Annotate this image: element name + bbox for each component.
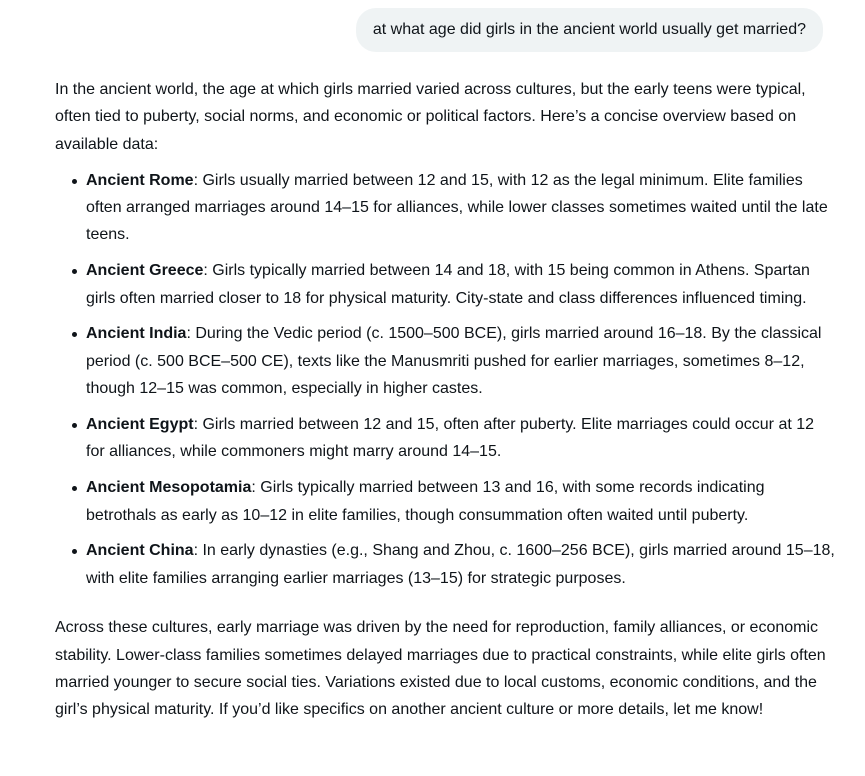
list-item-text: : During the Vedic period (c. 1500–500 BCE), girls married around 16–18. By the classical period (c. 500 BCE–500 CE), texts like the Manusmriti pushed for earlier marriages, sometimes 8–12, though 12–15 was common, especially in higher castes. [86, 325, 822, 398]
list-item-rome [55, 167, 835, 249]
list-item-egypt [55, 411, 835, 466]
list-item-title: Ancient India [86, 325, 187, 343]
user-message-row [356, 8, 823, 52]
list-item-india [55, 320, 835, 402]
list-item-text: : In early dynasties (e.g., Shang and Zhou, c. 1600–256 BCE), girls married around 15–18, with elite families arranging earlier marriages (13–15) for strategic purposes. [86, 542, 835, 587]
response-intro: In the ancient world, the age at which girls married varied across cultures, but the early teens were typical, often tied to puberty, social norms, and economic or political factors. Here’s a concise overview based on available data: [55, 81, 806, 153]
list-item-text: : Girls married between 12 and 15, often after puberty. Elite marriages could occur at 12 for alliances, while commoners might marry around 14–15. [86, 416, 815, 461]
bullet-icon [72, 269, 77, 274]
bullet-icon [72, 486, 77, 491]
assistant-response [55, 76, 835, 724]
list-item-china [55, 537, 835, 592]
response-outro: Across these cultures, early marriage was driven by the need for reproduction, family alliances, or economic stability. Lower-class families sometimes delayed marriages due to practical constraints, while elite girls often married younger to secure social ties. Variations existed due to local customs, economic conditions, and the girl’s physical maturity. If you’d like specifics on another ancient culture or more details, let me know! [55, 619, 826, 719]
bullet-icon [72, 179, 77, 184]
user-message-bubble: at what age did girls in the ancient world usually get married? [356, 8, 823, 52]
list-item-title: Ancient Greece [86, 262, 204, 280]
list-item-mesopotamia [55, 474, 835, 529]
list-item-text: : Girls typically married between 13 and 16, with some records indicating betrothals as early as 10–12 in elite families, though consummation often waited until puberty. [86, 479, 765, 524]
list-item-title: Ancient Rome [86, 171, 194, 189]
list-item-title: Ancient China [86, 542, 194, 560]
list-item-title: Ancient Mesopotamia [86, 479, 252, 497]
bullet-icon [72, 423, 77, 428]
list-item-text: : Girls typically married between 14 and 18, with 15 being common in Athens. Spartan girls often married closer to 18 for physical maturity. City-state and class differences influenced timing. [86, 262, 810, 307]
list-item-greece [55, 257, 835, 312]
list-item-title: Ancient Egypt [86, 416, 194, 434]
culture-list [55, 167, 835, 593]
bullet-icon [72, 332, 77, 337]
bullet-icon [72, 549, 77, 554]
list-item-text: : Girls usually married between 12 and 15, with 12 as the legal minimum. Elite families often arranged marriages around 14–15 for alliances, while lower classes sometimes waited until the late teens. [86, 171, 828, 244]
